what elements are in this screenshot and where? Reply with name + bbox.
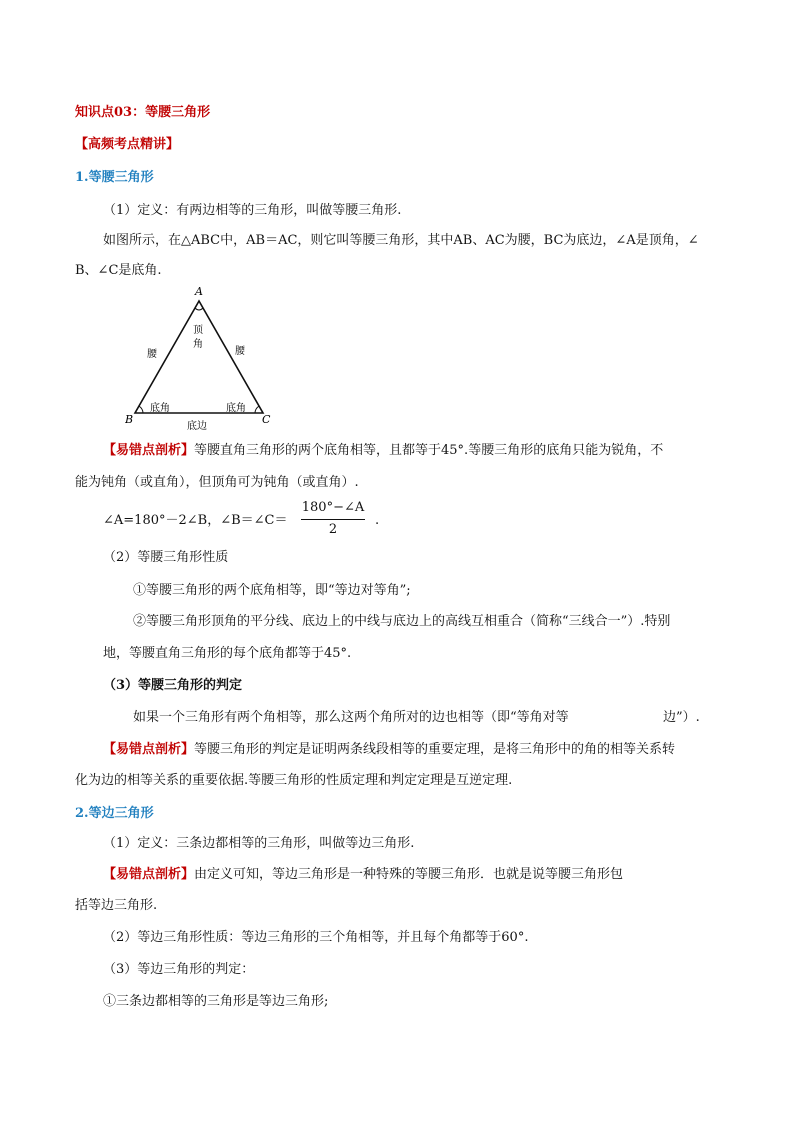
tip-tag: 【易错点剖析】: [103, 443, 195, 458]
equilateral-judgement-heading: （3）等边三角形的判定：: [103, 962, 255, 977]
vertex-c-label: C: [262, 413, 271, 426]
tip-paragraph-1-line1: [103, 443, 663, 459]
figure-description-line2: B、∠C是底角.: [75, 263, 162, 278]
definition-isosceles: （1）定义：有两边相等的三角形，叫做等腰三角形.: [103, 203, 402, 218]
tip2-text-line1: 等腰三角形的判定是证明两条线段相等的重要定理，是将三角形中的角的相等关系转: [194, 742, 676, 757]
judgement-1-part-b: 边”）.: [663, 710, 700, 725]
isosceles-triangle-figure: [125, 283, 285, 433]
tip-paragraph-2-line2: 化为边的相等关系的重要依据.等腰三角形的性质定理和判定定理是互逆定理.: [75, 773, 513, 788]
apex-angle-arc: [195, 308, 203, 310]
tip-paragraph-3-line1: [103, 867, 623, 883]
tip-paragraph-3-line2: 括等边三角形.: [75, 898, 158, 913]
heading-equilateral: 2.等边三角形: [75, 806, 154, 821]
vertex-a-label: A: [195, 285, 203, 298]
formula-fraction: [301, 500, 365, 540]
base-angle-arc-left: [139, 406, 143, 413]
vertex-b-label: B: [125, 413, 134, 426]
apex-angle-label-2: 角: [193, 339, 203, 350]
base-angle-arc-right: [255, 406, 259, 413]
left-leg-label: 腰: [147, 349, 157, 360]
property-2-line1: ②等腰三角形顶角的平分线、底边上的中线与底边上的高线互相重合（简称“三线合一”）.特别: [133, 614, 671, 629]
tip-tag: 【易错点剖析】: [103, 742, 195, 757]
right-leg-label: 腰: [235, 346, 245, 357]
base-angle-left-label: 底角: [150, 403, 170, 414]
formula-end: .: [375, 513, 380, 528]
tip-tag: 【易错点剖析】: [103, 867, 195, 882]
property-2-line2: 地，等腰直角三角形的每个底角都等于45°.: [103, 646, 352, 661]
judgement-heading: （3）等腰三角形的判定: [103, 678, 243, 693]
heading-isosceles: 1.等腰三角形: [75, 170, 154, 185]
fraction-bar: [301, 519, 365, 520]
formula-denominator: 2: [328, 522, 338, 537]
equilateral-judgement-1: ①三条边都相等的三角形是等边三角形;: [103, 994, 329, 1009]
base-angle-right-label: 底角: [226, 403, 246, 414]
definition-equilateral: （1）定义：三条边都相等的三角形，叫做等边三角形.: [103, 836, 415, 851]
tip3-text-line1: 由定义可知，等边三角形是一种特殊的等腰三角形．也就是说等腰三角形包: [194, 867, 624, 882]
subsection-header: 【高频考点精讲】: [75, 137, 180, 152]
property-1: ①等腰三角形的两个底角相等，即“等边对等角”;: [133, 583, 411, 598]
base-label: 底边: [187, 421, 207, 432]
figure-description-line1: 如图所示，在△ABC中，AB＝AC，则它叫等腰三角形，其中AB、AC为腰，BC为底边，∠A是顶角，∠: [103, 233, 699, 248]
section-title: 知识点03：等腰三角形: [75, 105, 211, 120]
formula-numerator: 180°−∠A: [301, 500, 365, 515]
formula-left: ∠A=180°－2∠B，∠B＝∠C＝: [103, 513, 288, 528]
apex-angle-label-1: 顶: [193, 325, 203, 336]
judgement-1-part-a: 如果一个三角形有两个角相等，那么这两个角所对的边也相等（即“等角对等: [133, 710, 569, 725]
tip1-text-line1: 等腰直角三角形的两个底角相等，且都等于45°.等腰三角形的底角只能为锐角，不: [194, 443, 664, 458]
tip-paragraph-2-line1: [103, 742, 675, 758]
tip-paragraph-1-line2: 能为钝角（或直角），但顶角可为钝角（或直角）.: [75, 475, 359, 490]
equilateral-property: （2）等边三角形性质：等边三角形的三个角相等，并且每个角都等于60°.: [103, 930, 529, 945]
property-heading: （2）等腰三角形性质: [103, 550, 229, 565]
